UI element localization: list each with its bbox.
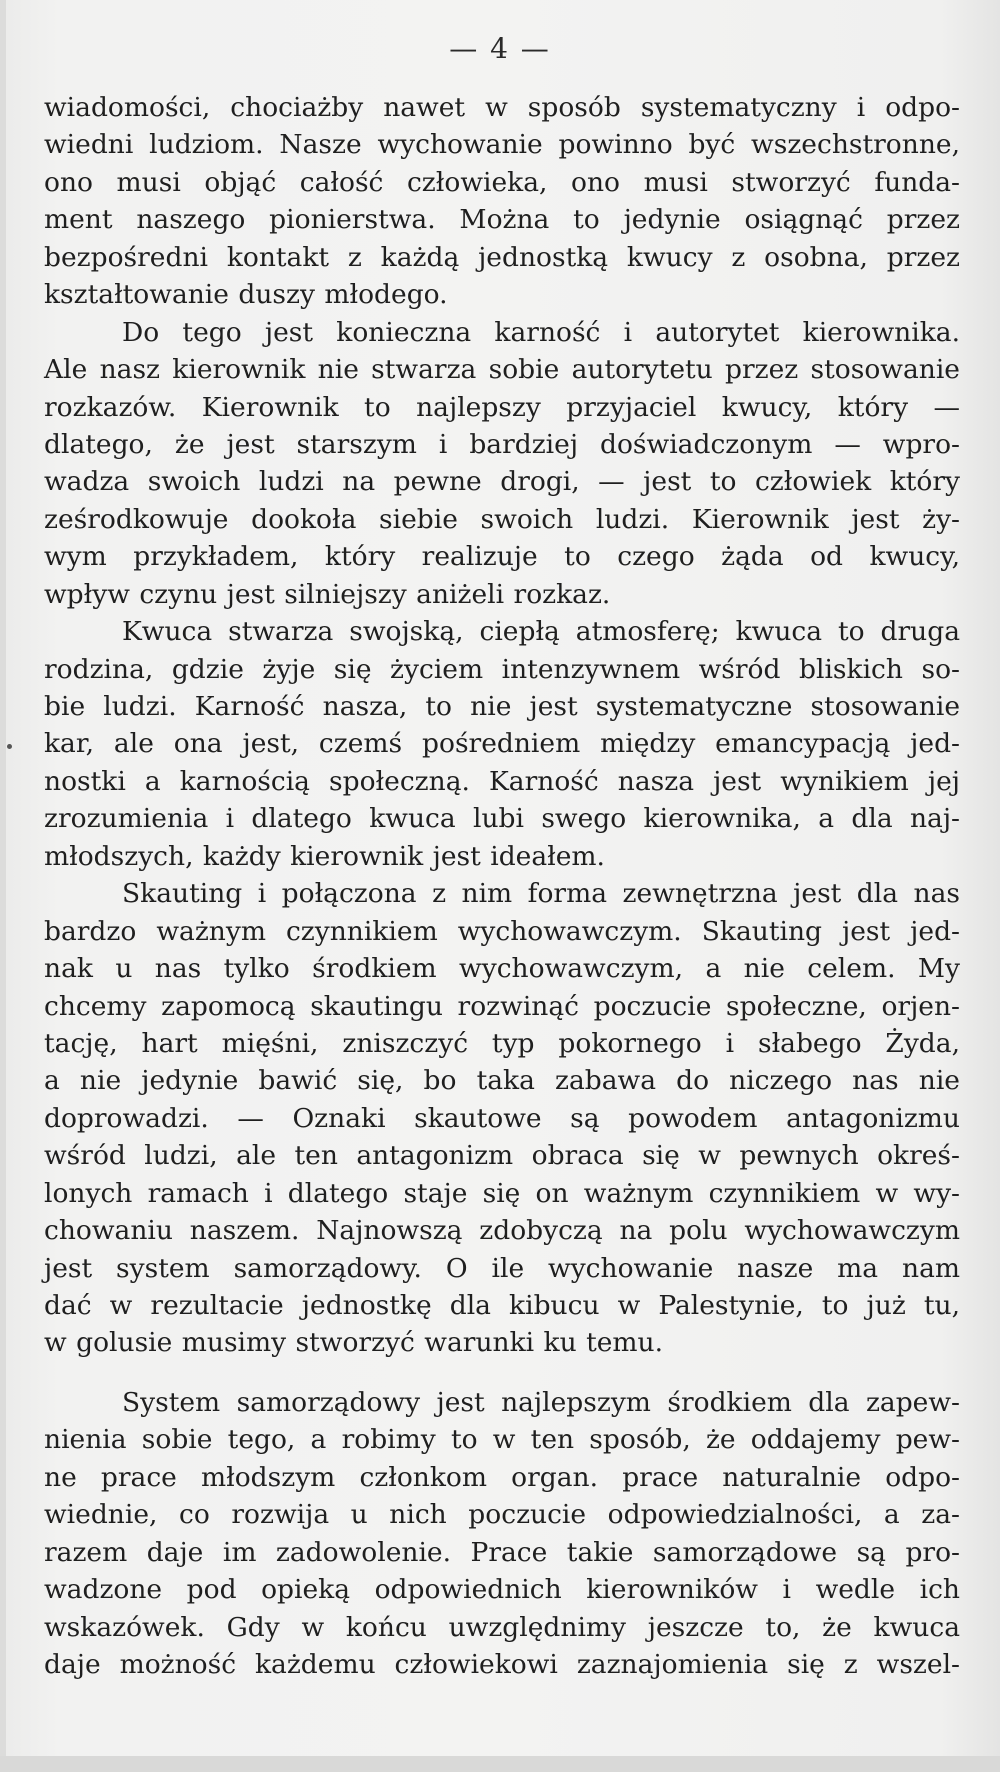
text-line: dać w rezultacie jednostkę dla kibucu w Palestynie, to już tu, xyxy=(44,1290,960,1321)
text-line: kształtowanie duszy młodego. xyxy=(44,279,448,311)
text-line: nostki a karnością społeczną. Karność nasza jest wynikiem jej xyxy=(44,765,960,797)
text-line: dlatego, że jest starszym i bardziej doświadczonym — wpro- xyxy=(44,428,960,460)
text-line: wskazówek. Gdy w końcu uwzględnimy jeszcze to, że kwuca xyxy=(44,1611,960,1643)
text-line: tację, hart mięśni, zniszczyć typ pokornego i słabego Żyda, xyxy=(44,1027,960,1059)
text-line: wiadomości, chociażby nawet w sposób systematyczny i odpo- xyxy=(44,92,960,123)
text-line: bie ludzi. Karność nasza, to nie jest systematyczne stosowanie xyxy=(44,691,960,722)
page-left-edge xyxy=(0,0,6,1772)
text-line: ment naszego pionierstwa. Można to jedynie osiągnąć przez xyxy=(44,204,960,236)
text-line: rozkazów. Kierownik to najlepszy przyjaciel kwucy, który — xyxy=(44,391,960,423)
text-line: nak u nas tylko środkiem wychowawczym, a nie celem. My xyxy=(44,953,960,985)
text-line: Ale nasz kierownik nie stwarza sobie autorytetu przez stosowanie xyxy=(44,354,960,386)
text-line: wadza swoich ludzi na pewne drogi, — jest to człowiek który xyxy=(44,466,960,498)
text-line: wśród ludzi, ale ten antagonizm obraca się w pewnych okreś- xyxy=(44,1140,960,1172)
text-line: wadzone pod opieką odpowiednich kierowników i wedle ich xyxy=(44,1574,960,1606)
text-line: Do tego jest konieczna karność i autorytet kierownika. xyxy=(122,316,960,348)
text-line: a nie jedynie bawić się, bo taka zabawa do niczego nas nie xyxy=(44,1065,960,1097)
text-line: zrozumienia i dlatego kwuca lubi swego kierownika, a dla naj- xyxy=(44,803,960,835)
text-line: rodzina, gdzie żyje się życiem intenzywnem wśród bliskich so- xyxy=(44,653,960,685)
text-line: ono musi objąć całość człowieka, ono musi stworzyć funda- xyxy=(44,166,960,198)
text-line: razem daje im zadowolenie. Prace takie samorządowe są pro- xyxy=(44,1536,960,1568)
text-line: wym przykładem, który realizuje to czego żąda od kwucy, xyxy=(44,541,960,573)
text-line: ne prace młodszym członkom organ. prace naturalnie odpo- xyxy=(44,1461,960,1493)
text-line: wpływ czynu jest silniejszy aniżeli rozkaz. xyxy=(44,578,611,610)
text-line: młodszych, każdy kierownik jest ideałem. xyxy=(44,840,605,872)
text-line: nienia sobie tego, a robimy to w ten sposób, że oddajemy pew- xyxy=(44,1424,960,1456)
text-line: bezpośredni kontakt z każdą jednostką kwucy z osobna, przez xyxy=(44,241,960,273)
text-line: wiednie, co rozwija u nich poczucie odpowiedzialności, a za- xyxy=(44,1499,960,1531)
text-line: chowaniu naszem. Najnowszą zdobyczą na polu wychowawczym xyxy=(44,1215,960,1247)
text-line: doprowadzi. — Oznaki skautowe są powodem antagonizmu xyxy=(44,1102,960,1134)
page-bottom-edge xyxy=(0,1756,1000,1772)
text-line: bardzo ważnym czynnikiem wychowawczym. Skauting jest jed- xyxy=(44,915,960,947)
text-line: ześrodkowuje dookoła siebie swoich ludzi. Kierownik jest ży- xyxy=(44,503,960,535)
text-line: chcemy zapomocą skautingu rozwinąć poczucie społeczne, orjen- xyxy=(44,990,960,1022)
text-line: kar, ale ona jest, czemś pośredniem między emancypacją jed- xyxy=(44,728,960,760)
body-text xyxy=(44,89,960,1362)
text-line: System samorządowy jest najlepszym środkiem dla zapew- xyxy=(122,1387,960,1418)
text-line: jest system samorządowy. O ile wychowanie nasze ma nam xyxy=(44,1252,960,1284)
text-line: w golusie musimy stworzyć warunki ku temu. xyxy=(44,1327,664,1359)
text-line: Skauting i połączona z nim forma zewnętrzna jest dla nas xyxy=(122,878,960,910)
text-line: wiedni ludziom. Nasze wychowanie powinno być wszechstronne, xyxy=(44,129,960,161)
scan-speck xyxy=(7,744,12,749)
page-number: — 4 — xyxy=(449,32,551,65)
text-line: lonych ramach i dlatego staje się on ważnym czynnikiem w wy- xyxy=(44,1177,960,1209)
text-line: daje możność każdemu człowiekowi zaznajomienia się z wszel- xyxy=(44,1649,960,1681)
text-line: Kwuca stwarza swojską, ciepłą atmosferę; kwuca to druga xyxy=(122,616,960,648)
body-text-continued xyxy=(44,1384,960,1684)
